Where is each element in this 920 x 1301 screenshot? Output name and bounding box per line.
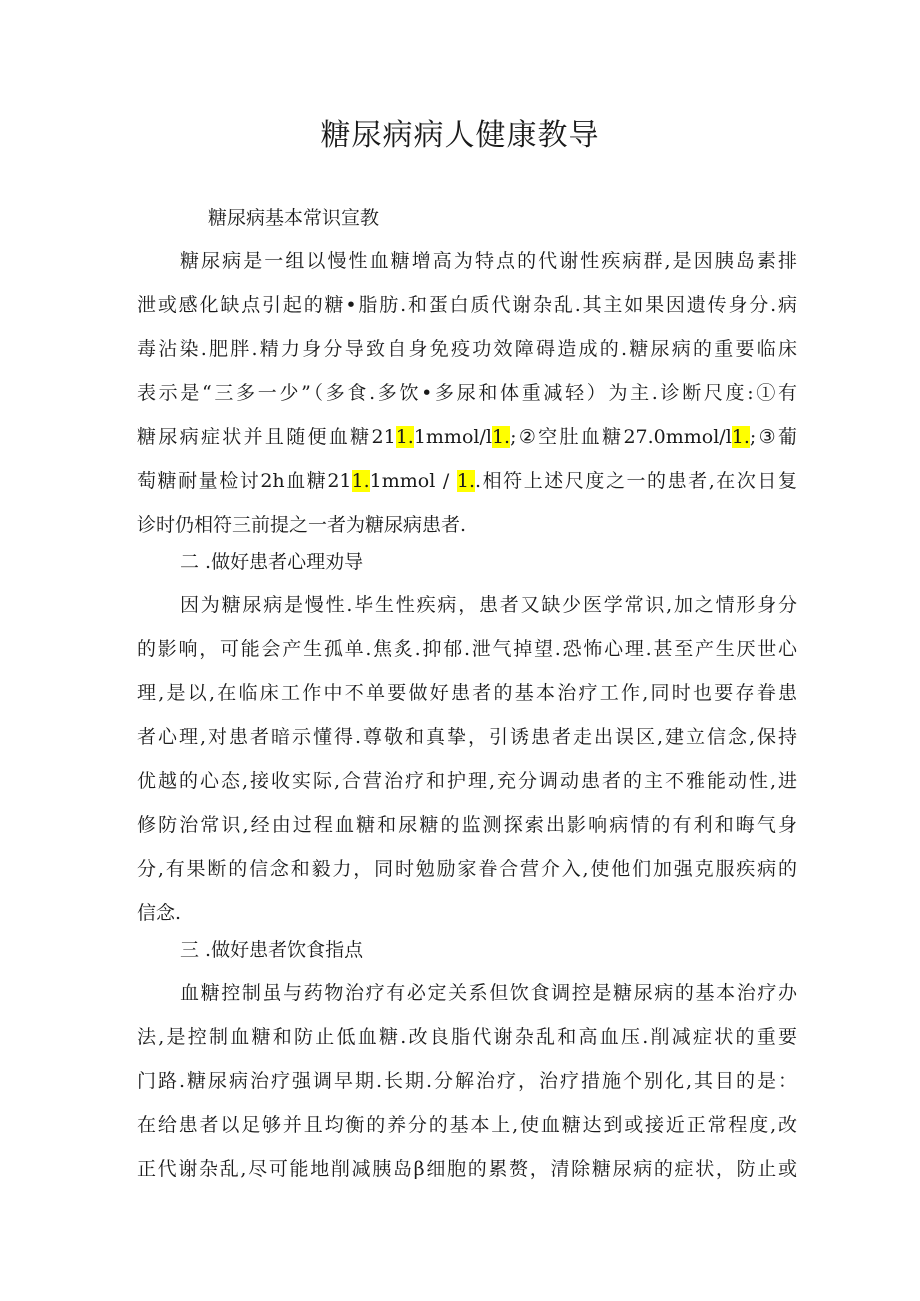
paragraph-line: 理,是以,在临床工作中不单要做好患者的基本治疗工作,同时也要存眷患 [137,682,797,704]
paragraph-line: 门路.糖尿病治疗强调早期.长期.分解治疗，治疗措施个别化,其目的是： [137,1070,797,1092]
line-text: 萄糖耐量检讨2h血糖21 [137,470,352,492]
highlight-mark: 1. [491,426,511,448]
line-text: 1mmol / [369,470,457,492]
line-text: 糖尿病症状并且随便血糖21 [137,426,396,448]
paragraph-line: 信念. [137,902,182,924]
section-heading-diet: 三 .做好患者饮食指点 [180,939,364,961]
highlight-mark: 1. [395,426,414,448]
paragraph-line: 糖尿病是一组以慢性血糖增高为特点的代谢性疾病群,是因胰岛素排 [180,250,797,272]
paragraph-line: 诊时仍相符三前提之一者为糖尿病患者. [137,514,467,536]
highlight-mark: 1. [731,426,750,448]
paragraph-line: 因为糖尿病是慢性.毕生性疾病，患者又缺少医学常识,加之情形身分 [180,594,797,616]
line-text: ;③葡 [749,426,797,448]
paragraph-line-highlighted [137,466,797,496]
line-text: 1mmol/l [413,426,492,448]
highlight-mark: 1. [456,470,476,492]
paragraph-line: 正代谢杂乱,尽可能地削减胰岛β细胞的累赘，清除糖尿病的症状，防止或 [137,1158,797,1180]
paragraph-line: 泄或感化缺点引起的糖•脂肪.和蛋白质代谢杂乱.其主如果因遗传身分.病 [137,294,797,316]
highlight-mark: 1. [351,470,370,492]
line-text: .相符上述尺度之一的患者,在次日复 [475,470,797,492]
paragraph-line: 的影响，可能会产生孤单.焦炙.抑郁.泄气掉望.恐怖心理.甚至产生厌世心 [137,638,797,660]
paragraph-line: 者心理,对患者暗示懂得.尊敬和真挚，引诱患者走出误区,建立信念,保持 [137,726,797,748]
paragraph-line: 分,有果断的信念和毅力，同时勉励家眷合营介入,使他们加强克服疾病的 [137,858,797,880]
paragraph-line: 表示是“三多一少”（多食.多饮•多尿和体重减轻）为主.诊断尺度:①有 [137,382,797,404]
section-heading-psychology: 二 .做好患者心理劝导 [180,551,364,573]
line-text: ;②空肚血糖27.0mmol/l [510,426,732,448]
paragraph-line: 在给患者以足够并且均衡的养分的基本上,使血糖达到或接近正常程度,改 [137,1114,797,1136]
paragraph-line: 修防治常识,经由过程血糖和尿糖的监测探索出影响病情的有利和晦气身 [137,814,797,836]
section-heading-basics: 糖尿病基本常识宣教 [208,207,380,229]
paragraph-line: 优越的心态,接收实际,合营治疗和护理,充分调动患者的主不雅能动性,进 [137,770,797,792]
paragraph-line: 血糖控制虽与药物治疗有必定关系但饮食调控是糖尿病的基本治疗办 [180,982,797,1004]
paragraph-line: 法,是控制血糖和防止低血糖.改良脂代谢杂乱和高血压.削减症状的重要 [137,1026,797,1048]
paragraph-line-highlighted [137,422,797,452]
paragraph-line: 毒沾染.肥胖.精力身分导致自身免疫功效障碍造成的.糖尿病的重要临床 [137,338,797,360]
document-title: 糖尿病病人健康教导 [320,118,600,153]
